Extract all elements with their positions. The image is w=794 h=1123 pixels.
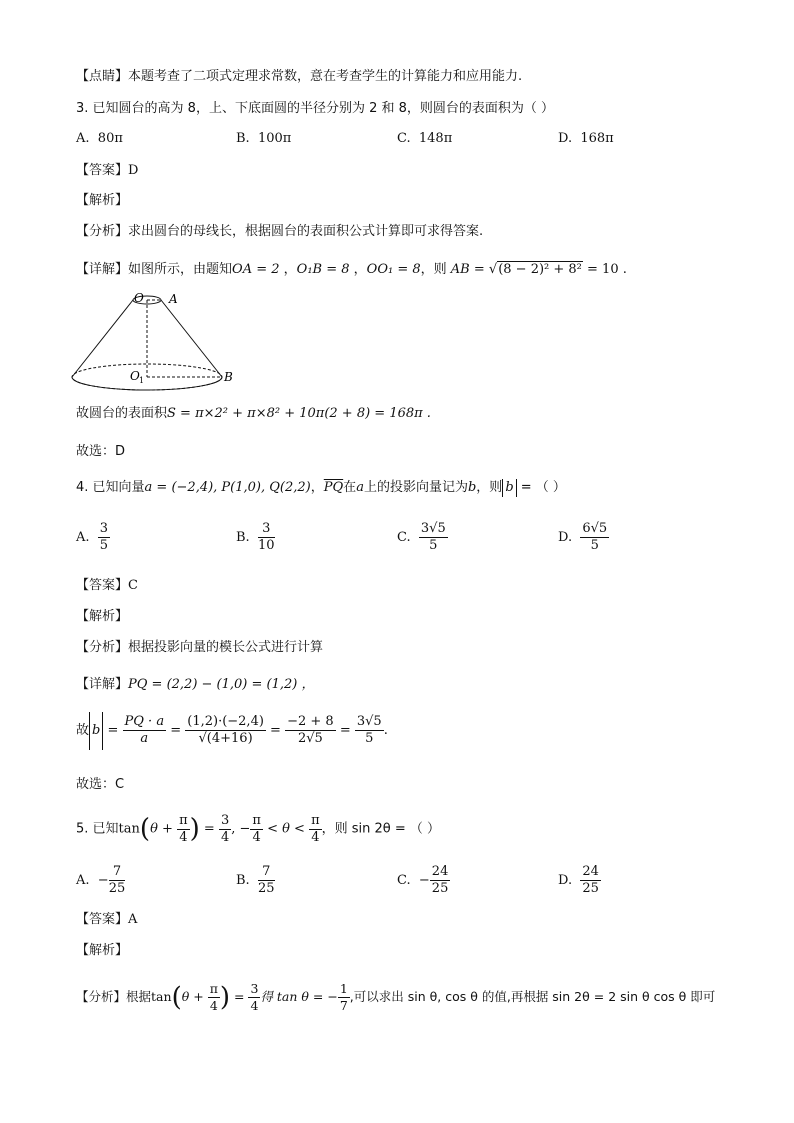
label-a: A — [169, 292, 178, 306]
note-tag: 【点睛】 — [76, 69, 129, 84]
q3-xiangjie: 【详解】如图所示，由题知OA = 2 ，O₁B = 8 ，OO₁ = 8，则 AB = √(8 − 2)² + 8² = 10 . — [76, 262, 627, 277]
q4-stem: 4. 已知向量a = (−2,4), P(1,0), Q(2,2)，$\overline{PQ}$在a上的投影向量记为b，则 b = （ ） — [76, 480, 566, 495]
q3-choose: 故选：D — [76, 444, 126, 459]
q5-fenxi: 【分析】根据tan(θ + $\frac{\pi}{4}$ ) = $\frac{3}{4}$ 得 tan θ = − $\frac{1}{7}$ ,可以求出 sin θ, cos θ 的值,再根据 sin 2θ = 2 sin θ cos θ 即可 — [76, 981, 716, 1013]
q4-option-d: D. $\frac{6√5}{5}$ — [558, 521, 608, 553]
q5-option-b: B. $\frac{7}{25}$ — [236, 864, 275, 896]
q5-jiexi: 【解析】 — [76, 943, 129, 958]
note-line — [76, 68, 522, 86]
q4-calc: 故 b = $\frac{PQ \cdot a}{a}$ = $\frac{(1,2)\cdot(-2,4)}{√(4+16)}$ = $\frac{-2 + 8}{2√5}$ = $\frac{3√5}{5}$ . — [76, 712, 388, 750]
label-o: O — [134, 291, 144, 305]
q3-option-b: B. 100π — [236, 131, 292, 146]
q4-jiexi: 【解析】 — [76, 609, 129, 624]
q3-area: 故圆台的表面积S = π×2² + π×8² + 10π(2 + 8) = 168π . — [76, 406, 431, 421]
note-text: 本题考查了二项式定理求常数，意在考查学生的计算能力和应用能力. — [128, 69, 523, 84]
q4-option-c: C. $\frac{3√5}{5}$ — [397, 521, 446, 553]
q5-option-c: C. − $\frac{24}{25}$ — [397, 864, 449, 896]
q3-answer: 【答案】D — [76, 163, 139, 178]
label-o1: O — [130, 369, 140, 383]
q4-answer: 【答案】C — [76, 578, 138, 593]
q3-stem: 3. 已知圆台的高为 8，上、下底面圆的半径分别为 2 和 8，则圆台的表面积为（ ） — [76, 101, 555, 116]
left-generatrix — [72, 300, 133, 377]
q4-xiangjie: 【详解】PQ = (2,2) − (1,0) = (1,2) ， — [76, 677, 315, 692]
bottom-base-front-arc — [72, 377, 222, 390]
generatrix-ab — [161, 300, 222, 377]
q4-option-a: A. $\frac{3}{5}$ — [76, 521, 109, 553]
q3-jiexi: 【解析】 — [76, 193, 129, 208]
q3-option-c: C. 148π — [397, 131, 453, 146]
q5-option-d: D. $\frac{24}{25}$ — [558, 864, 599, 896]
q4-fenxi: 【分析】根据投影向量的模长公式进行计算 — [76, 640, 324, 655]
frustum-figure — [66, 288, 246, 398]
q3-option-d: D. 168π — [558, 131, 614, 146]
q5-option-a: A. − $\frac{7}{25}$ — [76, 864, 126, 896]
label-b: B — [224, 370, 233, 384]
q5-stem: 5. 已知tan(θ + $\frac{\pi}{4}$ ) = $\frac{3}{4}$ , − $\frac{\pi}{4}$ < θ < $\frac{\pi}{4}$ ，则 sin 2θ = （ ） — [76, 812, 441, 845]
q5-answer: 【答案】A — [76, 912, 138, 927]
q3-fenxi: 【分析】求出圆台的母线长，根据圆台的表面积公式计算即可求得答案. — [76, 224, 484, 239]
q4-choose: 故选：C — [76, 777, 125, 792]
label-o1-sub: 1 — [139, 376, 145, 385]
q4-option-b: B. $\frac{3}{10}$ — [236, 521, 275, 553]
q3-option-a: A. 80π — [76, 131, 123, 146]
